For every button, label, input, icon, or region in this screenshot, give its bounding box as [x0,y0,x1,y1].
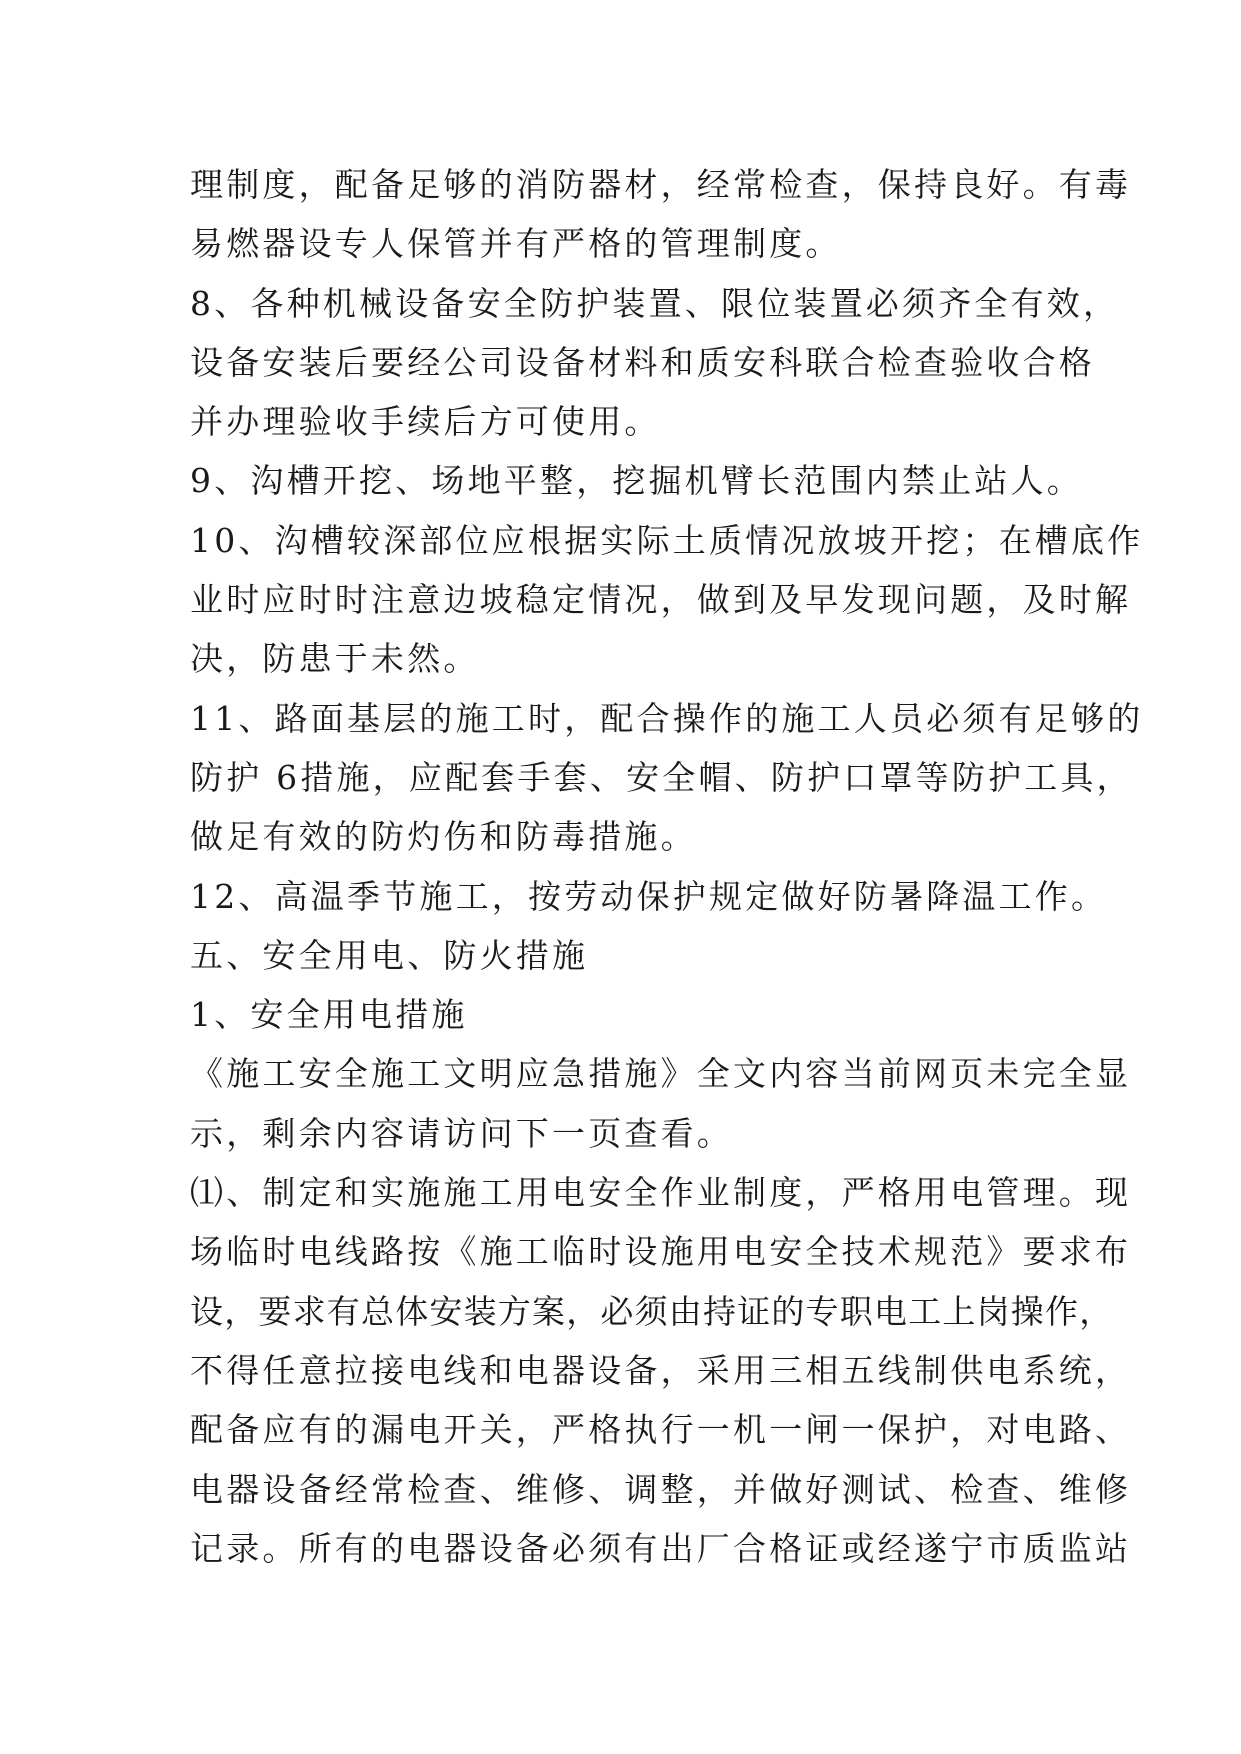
text-line: 决，防患于未然。 [190,639,480,679]
text-line: ⑴、制定和实施施工用电安全作业制度，严格用电管理。现 [190,1173,1132,1213]
text-line: 不得任意拉接电线和电器设备，采用三相五线制供电系统， [190,1350,1132,1390]
text-line: 设备安装后要经公司设备材料和质安科联合检查验收合格 [190,342,1095,382]
subsection-heading: 1、安全用电措施 [190,995,468,1035]
text-line: 场临时电线路按《施工临时设施用电安全技术规范》要求布 [190,1232,1132,1272]
text-line: 易燃器设专人保管并有严格的管理制度。 [190,224,842,264]
text-line: 配备应有的漏电开关，严格执行一机一闸一保护，对电路、 [190,1410,1132,1450]
section-heading: 五、安全用电、防火措施 [190,935,589,975]
text-line: 10、沟槽较深部位应根据实际土质情况放坡开挖；在槽底作 [190,520,1144,560]
text-line: 9、沟槽开挖、场地平整，挖掘机臂长范围内禁止站人。 [190,461,1083,501]
text-line: 记录。所有的电器设备必须有出厂合格证或经遂宁市质监站 [190,1528,1132,1568]
text-line: 做足有效的防灼伤和防毒措施。 [190,817,697,857]
text-line: 防护 6措施，应配套手套、安全帽、防护口罩等防护工具， [190,757,1133,797]
document-page [190,155,1144,1578]
text-line: 示，剩余内容请访问下一页查看。 [190,1113,733,1153]
text-line: 《施工安全施工文明应急措施》全文内容当前网页未完全显 [190,1054,1132,1094]
text-line: 设，要求有总体安装方案，必须由持证的专职电工上岗操作， [190,1291,1114,1331]
text-line: 8、各种机械设备安全防护装置、限位装置必须齐全有效， [190,283,1120,323]
text-line: 并办理验收手续后方可使用。 [190,402,661,442]
text-line: 理制度，配备足够的消防器材，经常检查，保持良好。有毒 [190,165,1132,204]
text-line: 电器设备经常检查、维修、调整，并做好测试、检查、维修 [190,1469,1132,1509]
text-line: 业时应时时注意边坡稳定情况，做到及早发现问题，及时解 [190,580,1132,620]
text-line: 11、路面基层的施工时，配合操作的施工人员必须有足够的 [190,698,1144,738]
text-line: 12、高温季节施工，按劳动保护规定做好防暑降温工作。 [190,876,1108,916]
